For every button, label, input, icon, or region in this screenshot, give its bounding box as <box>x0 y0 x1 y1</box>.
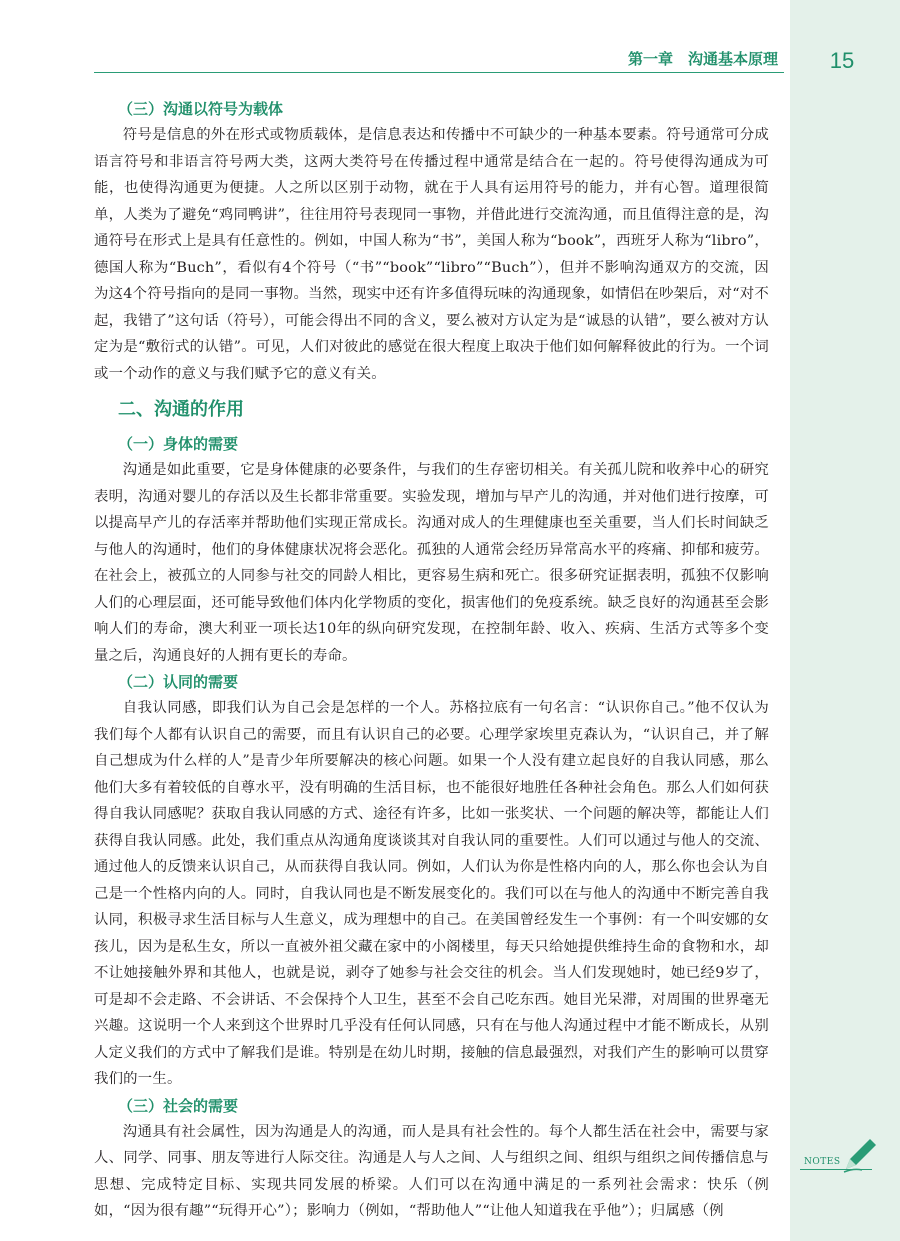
chapter-title: 第一章 沟通基本原理 <box>627 50 778 68</box>
page-number: 15 <box>829 48 855 73</box>
notes-marker <box>800 1135 880 1175</box>
section-heading: 二、沟通的作用 <box>118 399 244 420</box>
running-header <box>94 46 784 73</box>
notes-label: NOTES <box>804 1157 841 1167</box>
paragraph: 沟通具有社会属性，因为沟通是人的沟通，而人是具有社会性的。每个人都生活在社会中，需要与家人、同学、同事、朋友等进行人际交往。沟通是人与人之间、人与组织之间、组织与组织之间传播信息与思想、完成特定目标、实现共同发展的桥梁。人们可以在沟通中满足的一系列社会需求：快乐（例如，“因为很有趣”“玩得开心”）；影响力（例如，“帮助他人”“让他人知道我在乎他”）；归属感（例 <box>94 1123 769 1219</box>
paragraph: 自我认同感，即我们认为自己会是怎样的一个人。苏格拉底有一句名言：“认识你自己。”他不仅认为我们每个人都有认识自己的需要，而且有认识自己的必要。心理学家埃里克森认为，“认识自己，并了解自己想成为什么样的人”是青少年所要解决的核心问题。如果一个人没有建立起良好的自我认同感，那么他们大多有着较低的自尊水平，没有明确的生活目标，也不能很好地胜任各种社会角色。那么人们如何获得自我认同感呢？获取自我认同感的方式、途径有许多，比如一张奖状、一个问题的解决等，都能让人们获得自我认同感。此处，我们重点从沟通角度谈谈其对自我认同的重要性。人们可以通过与他人的交流、通过他人的反馈来认识自己，从而获得自我认同。例如，人们认为你是性格内向的人，那么你也会认为自己是一个性格内向的人。同时，自我认同也是不断发展变化的。我们可以在与他人的沟通中不断完善自我认同，积极寻求生活目标与人生意义，成为理想中的自己。在美国曾经发生一个事例：有一个叫安娜的女孩儿，因为是私生女，所以一直被外祖父藏在家中的小阁楼里，每天只给她提供维持生命的食物和水，却不让她接触外界和其他人，也就是说，剥夺了她参与社会交往的机会。当人们发现她时，她已经9岁了，可是却不会走路、不会讲话、不会保持个人卫生，甚至不会自己吃东西。她目光呆滞，对周围的世界毫无兴趣。这说明一个人来到这个世界时几乎没有任何认同感，只有在与他人沟通过程中才能不断成长，从别人定义我们的方式中了解我们是谁。特别是在幼儿时期，接触的信息最强烈，对我们产生的影响可以贯穿我们的一生。 <box>94 700 769 1087</box>
subsection-heading: （二）认同的需要 <box>118 673 239 691</box>
paragraph: 符号是信息的外在形式或物质载体，是信息表达和传播中不可缺少的一种基本要素。符号通常可分成语言符号和非语言符号两大类，这两大类符号在传播过程中通常是结合在一起的。符号使得沟通成为可能，也使得沟通更为便捷。人之所以区别于动物，就在于人具有运用符号的能力，并有心智。道理很简单，人类为了避免“鸡同鸭讲”，往往用符号表现同一事物，并借此进行交流沟通，而且值得注意的是，沟通符号在形式上是具有任意性的。例如，中国人称为“书”，美国人称为“book”，西班牙人称为“libro”，德国人称为“Buch”，看似有4个符号（“书”“book”“libro”“Buch”），但并不影响沟通双方的交流，因为这4个符号指向的是同一事物。当然，现实中还有许多值得玩味的沟通现象，如情侣在吵架后，对“对不起，我错了”这句话（符号），可能会得出不同的含义，要么被对方认定为是“诚恳的认错”，要么被对方认定为是“敷衍式的认错”。可见，人们对彼此的感觉在很大程度上取决于他们如何解释彼此的行为。一个词或一个动作的意义与我们赋予它的意义有关。 <box>94 127 769 382</box>
paragraph: 沟通是如此重要，它是身体健康的必要条件，与我们的生存密切相关。有关孤儿院和收养中心的研究表明，沟通对婴儿的存活以及生长都非常重要。实验发现，增加与早产儿的沟通，并对他们进行按摩，可以提高早产儿的存活率并帮助他们实现正常成长。沟通对成人的生理健康也至关重要，当人们长时间缺乏与他人的沟通时，他们的身体健康状况将会恶化。孤独的人通常会经历异常高水平的疼痛、抑郁和疲劳。在社会上，被孤立的人同参与社交的同龄人相比，更容易生病和死亡。很多研究证据表明，孤独不仅影响人们的心理层面，还可能导致他们体内化学物质的变化，损害他们的免疫系统。缺乏良好的沟通甚至会影响人们的寿命，澳大利亚一项长达10年的纵向研究发现，在控制年龄、收入、疾病、生活方式等多个变量之后，沟通良好的人拥有更长的寿命。 <box>94 462 769 664</box>
notes-margin-band <box>790 0 900 1241</box>
subsection-heading: （三）社会的需要 <box>118 1096 239 1115</box>
page-content <box>94 96 769 1225</box>
subsection-heading: （一）身体的需要 <box>118 435 239 453</box>
pen-icon <box>840 1135 880 1175</box>
subsection-heading: （三）沟通以符号为载体 <box>118 100 284 118</box>
